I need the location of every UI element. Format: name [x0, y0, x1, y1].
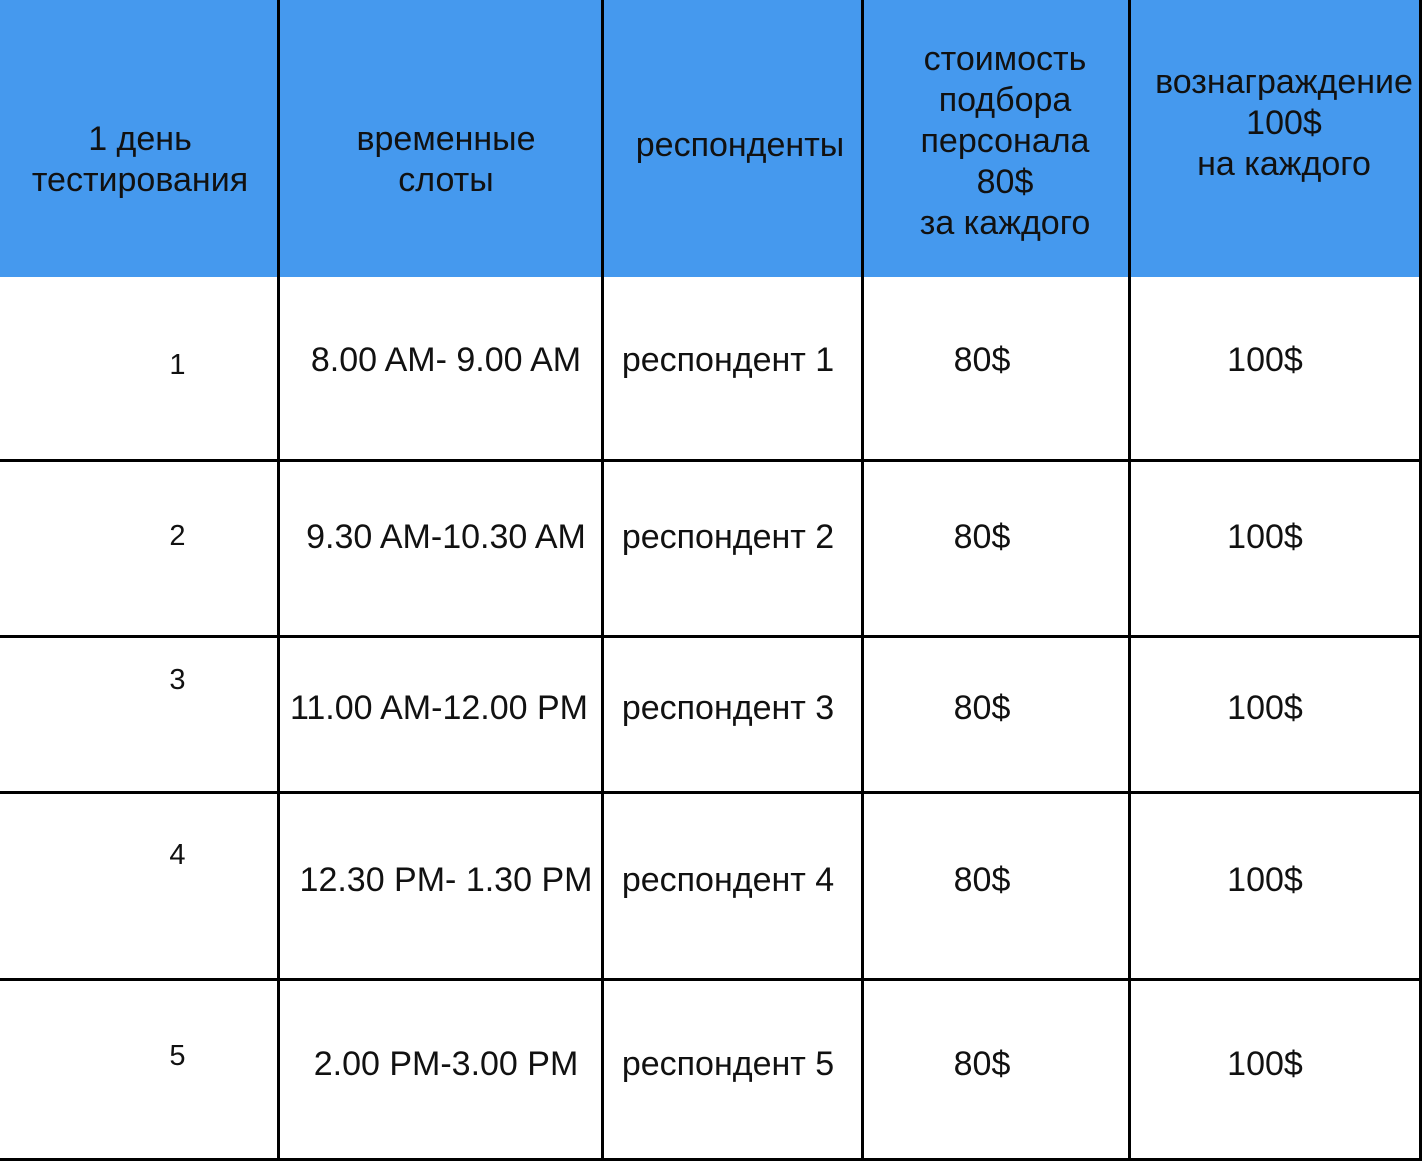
row-5-number: 5	[169, 1039, 186, 1072]
grid-line-horizontal	[0, 791, 1422, 794]
header-time-slots: временные слоты	[356, 120, 536, 199]
row-3-respondent: респондент 3	[621, 688, 835, 727]
row-1-reward: 100$	[1227, 340, 1303, 379]
row-4-respondent: респондент 4	[621, 860, 835, 899]
row-4-cost: 80$	[953, 860, 1011, 899]
row-1-number: 1	[169, 348, 186, 381]
row-4-number: 4	[169, 838, 186, 871]
row-5-reward: 100$	[1227, 1044, 1303, 1083]
row-1-time-slot: 8.00 AM- 9.00 AM	[310, 340, 582, 379]
row-2-cost: 80$	[953, 517, 1011, 556]
row-1-respondent: респондент 1	[621, 340, 835, 379]
row-4-time-slot: 12.30 PM- 1.30 PM	[299, 860, 593, 899]
row-1-cost: 80$	[953, 340, 1011, 379]
grid-line-vertical	[1128, 0, 1131, 1161]
header-reward: вознаграждение 100$ на каждого	[1155, 62, 1413, 183]
row-5-time-slot: 2.00 PM-3.00 PM	[313, 1044, 579, 1083]
grid-line-vertical	[601, 0, 604, 1161]
grid-line-horizontal	[0, 635, 1422, 638]
row-2-reward: 100$	[1227, 517, 1303, 556]
grid-line-horizontal	[0, 459, 1422, 462]
row-5-cost: 80$	[953, 1044, 1011, 1083]
header-test-day: 1 день тестирования	[31, 120, 249, 199]
header-respondents: респонденты	[635, 125, 845, 164]
grid-line-vertical	[277, 0, 280, 1161]
row-3-time-slot: 11.00 AM-12.00 PM	[290, 688, 588, 727]
row-3-reward: 100$	[1227, 688, 1303, 727]
header-recruitment-cost: стоимость подбора персонала 80$ за каждого	[919, 39, 1091, 242]
grid-line-horizontal	[0, 978, 1422, 981]
row-2-time-slot: 9.30 AM-10.30 AM	[306, 517, 586, 556]
row-3-cost: 80$	[953, 688, 1011, 727]
grid-line-vertical	[861, 0, 864, 1161]
row-3-number: 3	[169, 663, 186, 696]
row-2-respondent: респондент 2	[621, 517, 835, 556]
row-2-number: 2	[169, 519, 186, 552]
row-5-respondent: респондент 5	[621, 1044, 835, 1083]
row-4-reward: 100$	[1227, 860, 1303, 899]
